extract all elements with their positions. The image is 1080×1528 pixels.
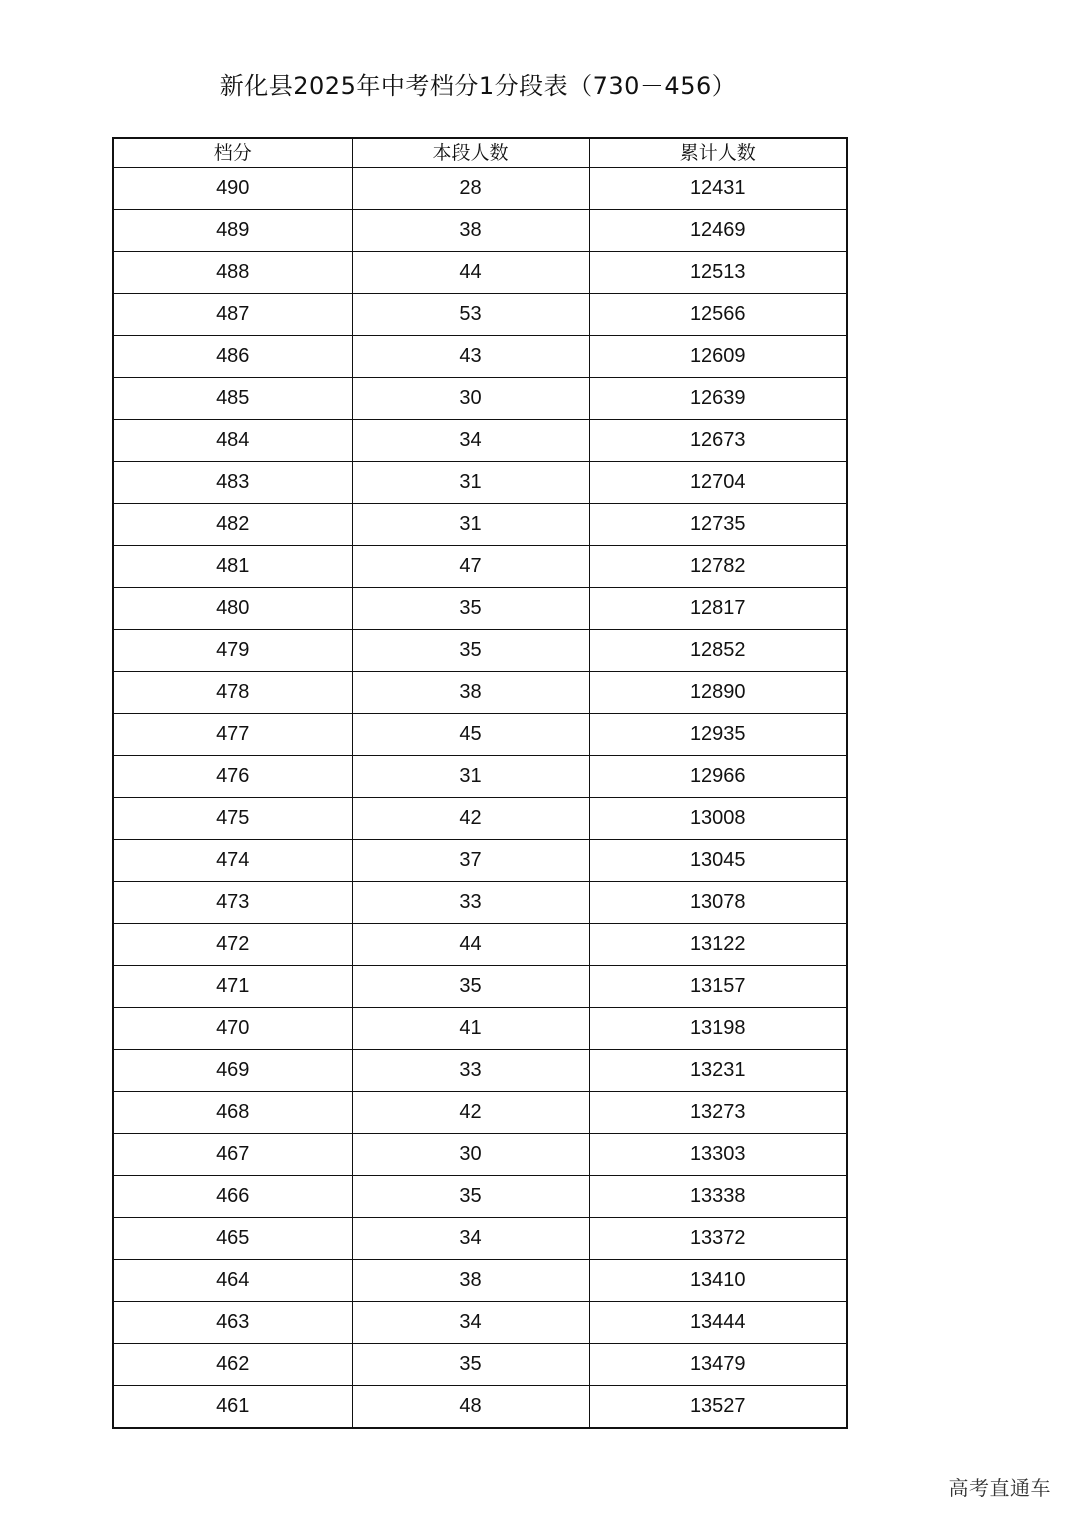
cell-cumulative-count: 13045 <box>589 840 847 882</box>
header-segment-count: 本段人数 <box>352 138 589 168</box>
page-title: 新化县2025年中考档分1分段表（730－456） <box>219 72 737 100</box>
table-row <box>113 546 847 588</box>
cell-score: 467 <box>113 1134 352 1176</box>
cell-cumulative-count: 12782 <box>589 546 847 588</box>
cell-segment-count: 30 <box>352 378 589 420</box>
cell-cumulative-count: 13008 <box>589 798 847 840</box>
cell-segment-count: 41 <box>352 1008 589 1050</box>
score-distribution-table <box>112 137 848 1429</box>
table-row <box>113 1344 847 1386</box>
cell-cumulative-count: 13338 <box>589 1176 847 1218</box>
cell-segment-count: 42 <box>352 1092 589 1134</box>
cell-cumulative-count: 12966 <box>589 756 847 798</box>
table-row <box>113 1050 847 1092</box>
cell-score: 489 <box>113 210 352 252</box>
header-score: 档分 <box>113 138 352 168</box>
cell-cumulative-count: 13198 <box>589 1008 847 1050</box>
cell-score: 466 <box>113 1176 352 1218</box>
cell-segment-count: 37 <box>352 840 589 882</box>
cell-cumulative-count: 12935 <box>589 714 847 756</box>
cell-cumulative-count: 13122 <box>589 924 847 966</box>
cell-cumulative-count: 12890 <box>589 672 847 714</box>
table-row <box>113 1008 847 1050</box>
cell-cumulative-count: 12704 <box>589 462 847 504</box>
cell-cumulative-count: 13157 <box>589 966 847 1008</box>
table-row <box>113 1386 847 1429</box>
cell-segment-count: 35 <box>352 1176 589 1218</box>
cell-segment-count: 43 <box>352 336 589 378</box>
cell-cumulative-count: 13078 <box>589 882 847 924</box>
table-row <box>113 294 847 336</box>
cell-cumulative-count: 13273 <box>589 1092 847 1134</box>
table-row <box>113 840 847 882</box>
cell-segment-count: 31 <box>352 504 589 546</box>
cell-cumulative-count: 12566 <box>589 294 847 336</box>
cell-segment-count: 44 <box>352 252 589 294</box>
cell-score: 462 <box>113 1344 352 1386</box>
cell-segment-count: 47 <box>352 546 589 588</box>
table-row <box>113 1260 847 1302</box>
watermark-text: 高考直通车 <box>948 1476 1051 1500</box>
cell-cumulative-count: 12513 <box>589 252 847 294</box>
cell-cumulative-count: 12735 <box>589 504 847 546</box>
table-row <box>113 168 847 210</box>
cell-segment-count: 38 <box>352 1260 589 1302</box>
cell-cumulative-count: 12609 <box>589 336 847 378</box>
cell-score: 480 <box>113 588 352 630</box>
cell-segment-count: 53 <box>352 294 589 336</box>
table-row <box>113 882 847 924</box>
cell-cumulative-count: 12673 <box>589 420 847 462</box>
cell-score: 476 <box>113 756 352 798</box>
cell-cumulative-count: 13303 <box>589 1134 847 1176</box>
table-row <box>113 798 847 840</box>
cell-segment-count: 35 <box>352 588 589 630</box>
table-row <box>113 462 847 504</box>
table-row <box>113 378 847 420</box>
cell-cumulative-count: 13444 <box>589 1302 847 1344</box>
cell-cumulative-count: 13479 <box>589 1344 847 1386</box>
cell-cumulative-count: 13231 <box>589 1050 847 1092</box>
cell-score: 481 <box>113 546 352 588</box>
cell-segment-count: 44 <box>352 924 589 966</box>
cell-score: 479 <box>113 630 352 672</box>
cell-segment-count: 34 <box>352 420 589 462</box>
cell-score: 486 <box>113 336 352 378</box>
table-header-row <box>113 138 847 168</box>
cell-segment-count: 45 <box>352 714 589 756</box>
cell-segment-count: 33 <box>352 882 589 924</box>
cell-segment-count: 35 <box>352 630 589 672</box>
cell-segment-count: 34 <box>352 1302 589 1344</box>
cell-cumulative-count: 13372 <box>589 1218 847 1260</box>
cell-score: 478 <box>113 672 352 714</box>
table-row <box>113 756 847 798</box>
cell-score: 461 <box>113 1386 352 1429</box>
cell-score: 475 <box>113 798 352 840</box>
cell-score: 468 <box>113 1092 352 1134</box>
table-row <box>113 1218 847 1260</box>
cell-segment-count: 31 <box>352 462 589 504</box>
cell-segment-count: 35 <box>352 966 589 1008</box>
table-row <box>113 420 847 462</box>
cell-cumulative-count: 12469 <box>589 210 847 252</box>
cell-score: 482 <box>113 504 352 546</box>
cell-segment-count: 48 <box>352 1386 589 1429</box>
cell-score: 488 <box>113 252 352 294</box>
cell-segment-count: 30 <box>352 1134 589 1176</box>
cell-score: 472 <box>113 924 352 966</box>
cell-cumulative-count: 12817 <box>589 588 847 630</box>
cell-score: 490 <box>113 168 352 210</box>
table-row <box>113 588 847 630</box>
cell-cumulative-count: 12431 <box>589 168 847 210</box>
cell-score: 469 <box>113 1050 352 1092</box>
cell-segment-count: 28 <box>352 168 589 210</box>
table-row <box>113 630 847 672</box>
table-row <box>113 924 847 966</box>
header-cumulative-count: 累计人数 <box>589 138 847 168</box>
cell-score: 463 <box>113 1302 352 1344</box>
table-row <box>113 714 847 756</box>
cell-score: 484 <box>113 420 352 462</box>
cell-segment-count: 31 <box>352 756 589 798</box>
cell-cumulative-count: 12639 <box>589 378 847 420</box>
table-row <box>113 210 847 252</box>
cell-score: 465 <box>113 1218 352 1260</box>
table-row <box>113 966 847 1008</box>
cell-score: 471 <box>113 966 352 1008</box>
cell-cumulative-count: 12852 <box>589 630 847 672</box>
cell-cumulative-count: 13410 <box>589 1260 847 1302</box>
table-row <box>113 336 847 378</box>
table-row <box>113 252 847 294</box>
cell-score: 473 <box>113 882 352 924</box>
cell-segment-count: 42 <box>352 798 589 840</box>
cell-segment-count: 33 <box>352 1050 589 1092</box>
table-row <box>113 1176 847 1218</box>
table-row <box>113 504 847 546</box>
cell-cumulative-count: 13527 <box>589 1386 847 1429</box>
cell-score: 470 <box>113 1008 352 1050</box>
cell-segment-count: 34 <box>352 1218 589 1260</box>
cell-score: 485 <box>113 378 352 420</box>
cell-score: 487 <box>113 294 352 336</box>
table-row <box>113 1134 847 1176</box>
cell-score: 477 <box>113 714 352 756</box>
table-body <box>113 168 847 1429</box>
cell-score: 483 <box>113 462 352 504</box>
cell-segment-count: 38 <box>352 672 589 714</box>
cell-segment-count: 35 <box>352 1344 589 1386</box>
cell-segment-count: 38 <box>352 210 589 252</box>
cell-score: 474 <box>113 840 352 882</box>
table-row <box>113 1302 847 1344</box>
cell-score: 464 <box>113 1260 352 1302</box>
table-row <box>113 1092 847 1134</box>
table-row <box>113 672 847 714</box>
